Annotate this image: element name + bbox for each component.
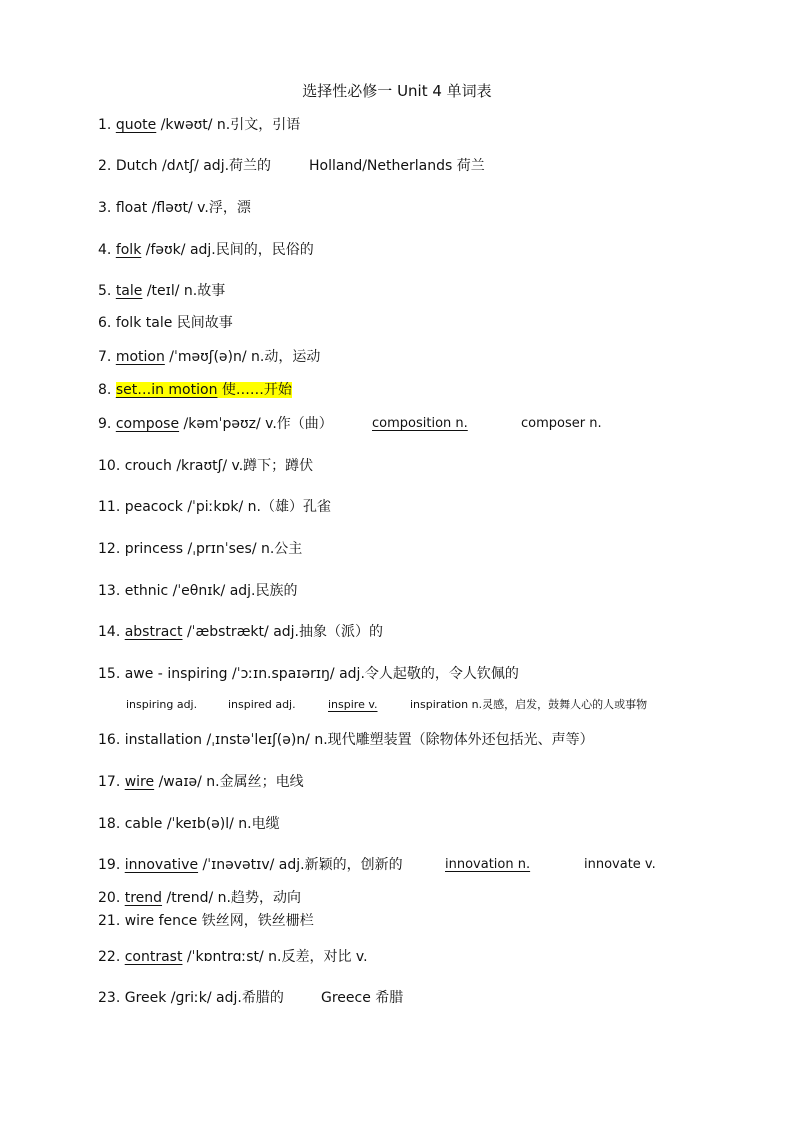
entry-number: 12. — [98, 541, 121, 557]
entry-definition: /dʌtʃ/ adj.荷兰的 — [157, 158, 272, 174]
entry-number: 9. — [98, 416, 112, 432]
entry-word: folk — [115, 242, 142, 258]
entry-22 — [98, 948, 368, 966]
entry-2 — [98, 157, 271, 175]
entry-definition: /ˈɔːɪn.spaɪərɪŋ/ adj.令人起敬的，令人钦佩的 — [227, 666, 519, 682]
entry-number: 8. — [98, 382, 112, 398]
entry-number: 17. — [98, 774, 121, 790]
entry-number: 2. — [98, 158, 112, 174]
entry-word: awe - inspiring — [124, 666, 228, 682]
entry-5 — [98, 282, 225, 300]
entry-definition: /ˈpiːkɒk/ n.（雄）孔雀 — [182, 499, 331, 515]
entry-word: Dutch — [115, 158, 158, 174]
entry-word: crouch — [124, 458, 172, 474]
entry-definition: 使……开始 — [217, 382, 292, 398]
entry-word: tale — [115, 283, 143, 299]
entry-definition: /ˈæbstrækt/ adj.抽象（派）的 — [182, 624, 384, 640]
entry-word: motion — [115, 349, 165, 365]
entry-13 — [98, 582, 298, 600]
entry-definition: /fləʊt/ v.浮，漂 — [147, 200, 251, 216]
entry-word: ethnic — [124, 583, 169, 599]
entry-definition: /ˌprɪnˈses/ n.公主 — [183, 541, 303, 557]
entry-word: wire — [124, 774, 155, 790]
entry-definition: /kwəʊt/ n.引文，引语 — [156, 117, 301, 133]
entry-word: wire fence — [124, 913, 198, 929]
entry-23-extra: Greece 希腊 — [321, 990, 404, 1006]
entry-number: 14. — [98, 624, 121, 640]
entry-number: 3. — [98, 200, 112, 216]
entry-word: abstract — [124, 624, 183, 640]
entry-10 — [98, 457, 313, 475]
entry-number: 19. — [98, 857, 121, 873]
entry-11 — [98, 498, 331, 516]
entry-definition: /ˈkeɪb(ə)l/ n.电缆 — [162, 816, 280, 832]
entry-definition: /ɡriːk/ adj.希腊的 — [166, 990, 284, 1006]
entry-20 — [98, 889, 301, 907]
entry-word: set…in motion — [115, 382, 218, 398]
entry-number: 4. — [98, 242, 112, 258]
entry-definition: /kəmˈpəʊz/ v.作（曲） — [179, 416, 333, 432]
entry-definition: /trend/ n.趋势，动向 — [162, 890, 301, 906]
entry-9-extra: composition n. — [372, 416, 468, 431]
entry-number: 15. — [98, 666, 121, 682]
entry-15 — [98, 665, 519, 683]
entry-word: princess — [124, 541, 184, 557]
entry-number: 21. — [98, 913, 121, 929]
entry-19-extra: innovation n. — [445, 857, 531, 872]
entry-1 — [98, 116, 300, 134]
entry-number: 20. — [98, 890, 121, 906]
entry-16 — [98, 731, 594, 749]
entry-2-extra: Holland/Netherlands 荷兰 — [309, 158, 485, 174]
entry-4 — [98, 241, 314, 259]
entry-word: folk tale — [115, 315, 173, 331]
entry-word: cable — [124, 816, 163, 832]
entry-21 — [98, 912, 314, 930]
entry-word: Greek — [124, 990, 167, 1006]
page-title: 选择性必修一 Unit 4 单词表 — [302, 82, 492, 100]
entry-word: installation — [124, 732, 203, 748]
entry-number: 11. — [98, 499, 121, 515]
entry-definition: 民间故事 — [172, 315, 233, 331]
entry-word: contrast — [124, 949, 183, 965]
derivative-inspiring: inspiring adj. — [126, 698, 198, 711]
entry-number: 18. — [98, 816, 121, 832]
entry-word: trend — [124, 890, 163, 906]
entry-8 — [98, 381, 292, 399]
entry-word: compose — [115, 416, 180, 432]
entry-definition: /ˌɪnstəˈleɪʃ(ə)n/ n.现代雕塑装置（除物体外还包括光、声等） — [202, 732, 594, 748]
entry-19 — [98, 856, 403, 874]
entry-number: 6. — [98, 315, 112, 331]
entry-word: innovative — [124, 857, 199, 873]
entry-19-extra2: innovate v. — [584, 857, 656, 872]
entry-number: 13. — [98, 583, 121, 599]
entry-number: 7. — [98, 349, 112, 365]
entry-definition: /ˈɪnəvətɪv/ adj.新颖的，创新的 — [198, 857, 403, 873]
entry-word: float — [115, 200, 148, 216]
entry-definition: /waɪə/ n.金属丝；电线 — [154, 774, 304, 790]
entry-6 — [98, 314, 233, 332]
entry-definition: 铁丝网，铁丝栅栏 — [197, 913, 314, 929]
entry-definition: /fəʊk/ adj.民间的，民俗的 — [141, 242, 314, 258]
entry-definition: /ˈeθnɪk/ adj.民族的 — [168, 583, 298, 599]
entry-number: 16. — [98, 732, 121, 748]
entry-17 — [98, 773, 304, 791]
entry-number: 5. — [98, 283, 112, 299]
entry-23 — [98, 989, 284, 1007]
entry-9 — [98, 415, 333, 433]
entry-3 — [98, 199, 251, 217]
entry-definition: /kraʊtʃ/ v.蹲下；蹲伏 — [171, 458, 314, 474]
entry-definition: /ˈməʊʃ(ə)n/ n.动，运动 — [164, 349, 321, 365]
derivative-inspiration: inspiration n.灵感，启发，鼓舞人心的人或事物 — [410, 698, 648, 711]
entry-word: peacock — [124, 499, 183, 515]
entry-number: 23. — [98, 990, 121, 1006]
entry-7 — [98, 348, 320, 366]
entry-number: 1. — [98, 117, 112, 133]
derivative-inspire: inspire v. — [328, 698, 378, 711]
entry-12 — [98, 540, 302, 558]
derivative-inspired: inspired adj. — [228, 698, 296, 711]
entry-18 — [98, 815, 280, 833]
entry-word: quote — [115, 117, 157, 133]
entry-9-extra2: composer n. — [521, 416, 602, 431]
entry-definition: /teɪl/ n.故事 — [142, 283, 226, 299]
entry-number: 22. — [98, 949, 121, 965]
entry-definition: /ˈkɒntrɑːst/ n.反差，对比 v. — [182, 949, 368, 965]
entry-number: 10. — [98, 458, 121, 474]
entry-14 — [98, 623, 383, 641]
